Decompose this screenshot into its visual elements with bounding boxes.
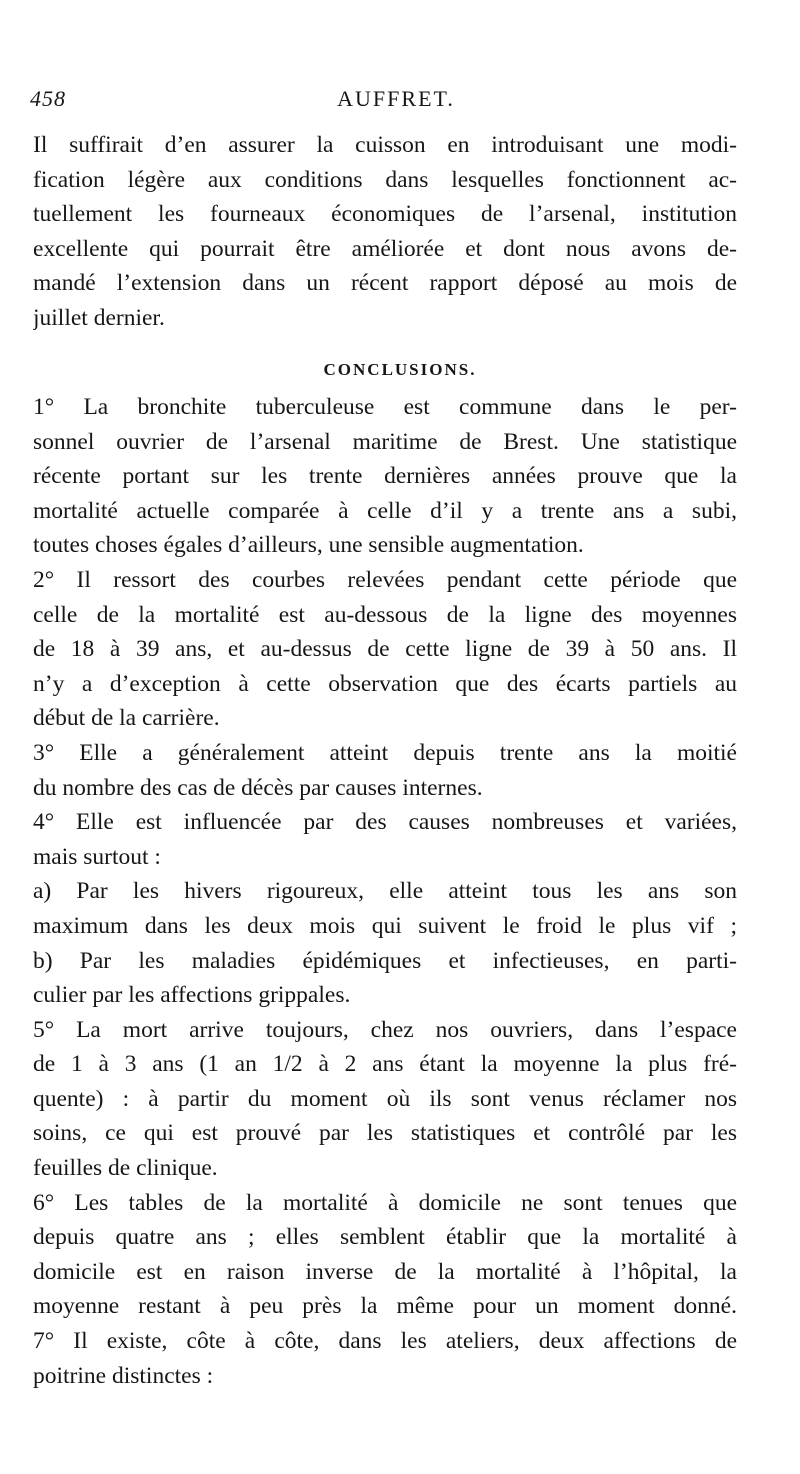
- text-line: juillet dernier.: [33, 304, 165, 331]
- section-heading: CONCLUSIONS.: [323, 360, 477, 379]
- text-line: mandé l’extension dans un récent rapport déposé au mois de: [33, 270, 737, 297]
- text-line: 6° Les tables de la mortalité à domicile ne sont tenues que: [33, 1189, 737, 1216]
- text-line: tuellement les fourneaux économiques de l’arsenal, institution: [33, 201, 737, 228]
- text-line: 5° La mort arrive toujours, chez nos ouvriers, dans l’espace: [33, 1016, 737, 1043]
- intro-paragraph: [33, 128, 737, 336]
- text-line: récente portant sur les trente dernières années prouve que la: [33, 463, 737, 490]
- text-line: culier par les affections grippales.: [33, 982, 351, 1009]
- text-line: soins, ce qui est prouvé par les statistiques et contrôlé par les: [33, 1120, 737, 1147]
- text-line: quente) : à partir du moment où ils sont venus réclamer nos: [33, 1085, 737, 1112]
- text-line: n’y a d’exception à cette observation que des écarts partiels au: [33, 670, 737, 697]
- running-header: [30, 86, 762, 120]
- text-line: de 1 à 3 ans (1 an 1/2 à 2 ans étant la moyenne la plus fré-: [33, 1051, 737, 1078]
- conclusions-body: [33, 390, 737, 1393]
- text-line: fication légère aux conditions dans lesquelles fonctionnent ac-: [33, 166, 737, 193]
- text-line: 7° Il existe, côte à côte, dans les ateliers, deux affections de: [33, 1328, 737, 1355]
- text-line: 2° Il ressort des courbes relevées pendant cette période que: [33, 566, 737, 593]
- text-line: celle de la mortalité est au-dessous de la ligne des moyennes: [33, 601, 737, 628]
- text-line: du nombre des cas de décès par causes internes.: [33, 774, 483, 801]
- text-line: a) Par les hivers rigoureux, elle atteint tous les ans son: [33, 878, 737, 905]
- text-line: domicile est en raison inverse de la mortalité à l’hôpital, la: [33, 1258, 737, 1285]
- text-line: mais surtout :: [33, 843, 161, 870]
- running-title: AUFFRET.: [337, 86, 455, 111]
- text-line: b) Par les maladies épidémiques et infectieuses, en parti-: [33, 947, 737, 974]
- text-line: sonnel ouvrier de l’arsenal maritime de Brest. Une statistique: [33, 428, 737, 455]
- text-line: mortalité actuelle comparée à celle d’il y a trente ans a subi,: [33, 497, 737, 524]
- page-number: 458: [30, 86, 66, 111]
- text-line: toutes choses égales d’ailleurs, une sensible augmentation.: [33, 532, 584, 559]
- text-line: moyenne restant à peu près la même pour un moment donné.: [33, 1293, 737, 1320]
- text-line: 1° La bronchite tuberculeuse est commune dans le per-: [33, 394, 737, 420]
- text-line: excellente qui pourrait être améliorée et dont nous avons de-: [33, 235, 737, 262]
- text-line: depuis quatre ans ; elles semblent établir que la mortalité à: [33, 1224, 737, 1251]
- text-line: maximum dans les deux mois qui suivent le froid le plus vif ;: [33, 912, 737, 939]
- text-line: 3° Elle a généralement atteint depuis trente ans la moitié: [33, 739, 737, 766]
- text-line: poitrine distinctes :: [33, 1362, 214, 1389]
- text-line: feuilles de clinique.: [33, 1155, 218, 1182]
- text-line: début de la carrière.: [33, 705, 220, 732]
- text-line: 4° Elle est influencée par des causes nombreuses et variées,: [33, 809, 737, 836]
- text-line: Il suffirait d’en assurer la cuisson en introduisant une modi-: [33, 132, 737, 158]
- text-line: de 18 à 39 ans, et au-dessus de cette ligne de 39 à 50 ans. Il: [33, 636, 737, 663]
